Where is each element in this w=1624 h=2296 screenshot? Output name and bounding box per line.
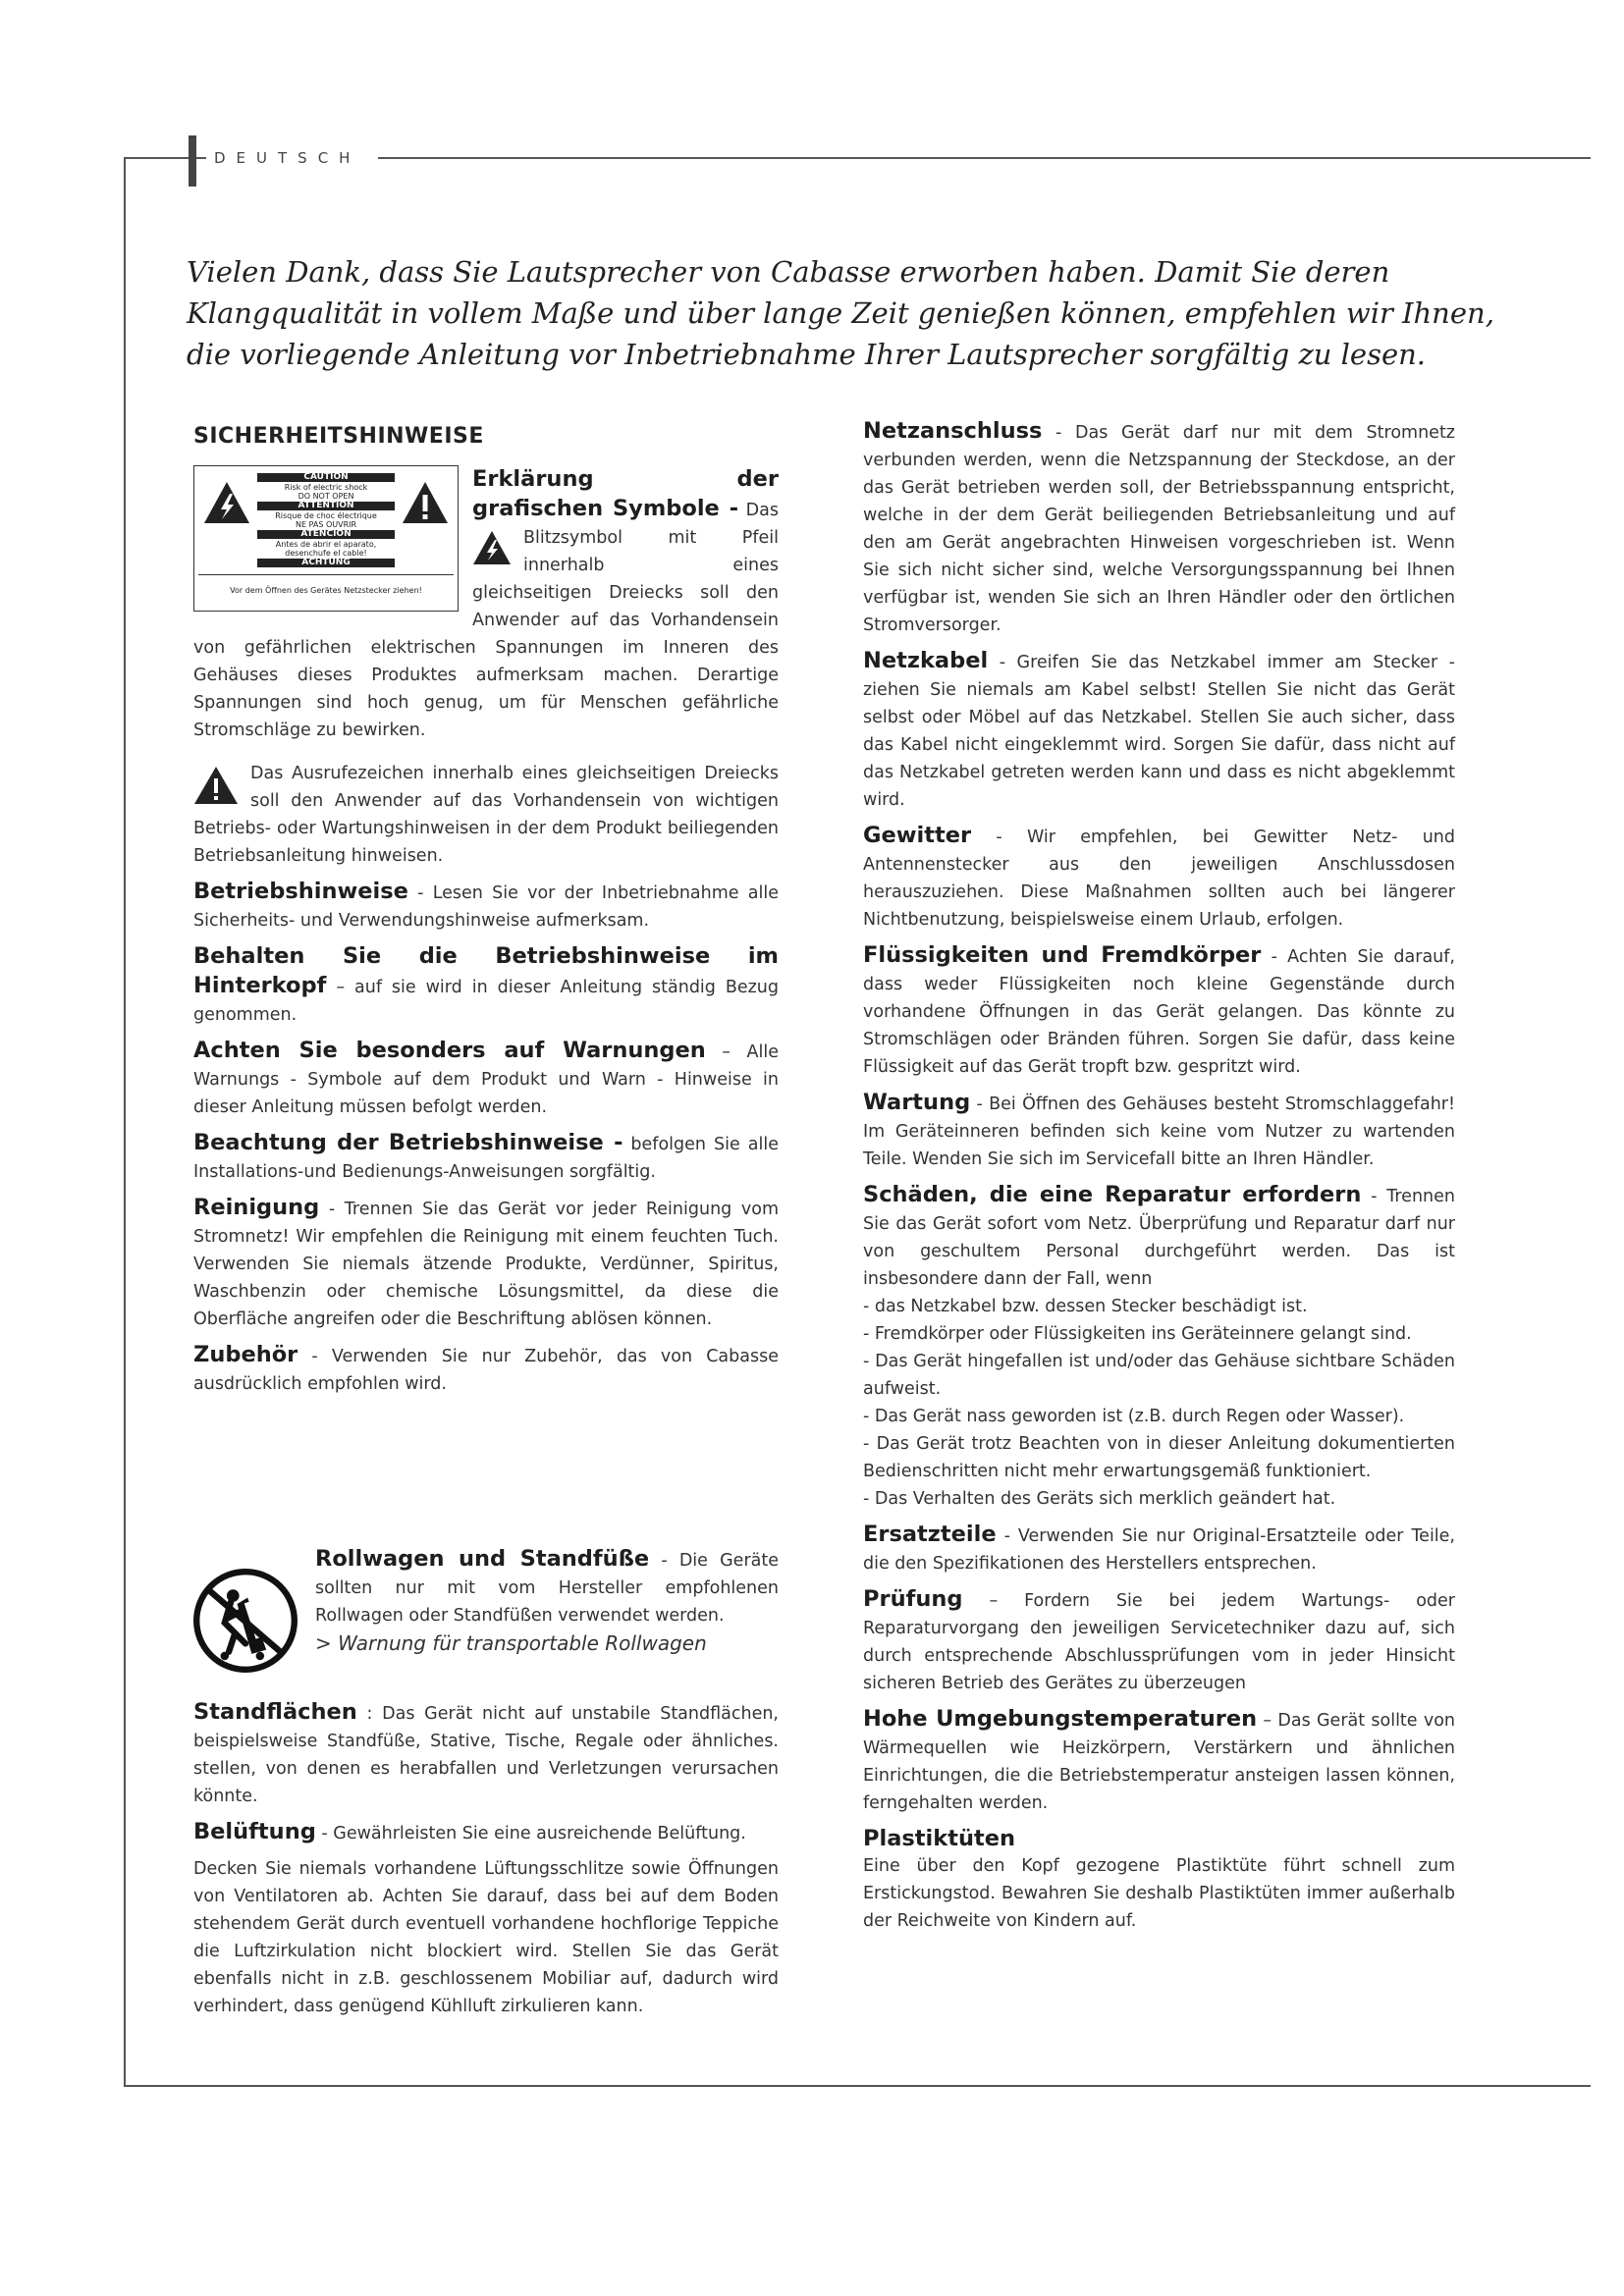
item-text: - Wir empfehlen, bei Gewitter Netz- und Antennenstecker aus den jeweiligen Anschlussdosen herauszuziehen. Diese Maßnahmen sollten auch bei längerer Nichtbenutzung, beispielsweise einem Urlaub, erfolgen. [863, 828, 1455, 930]
right-column [863, 417, 1455, 1943]
item-heading: Netzkabel [863, 648, 989, 673]
page-frame-left [124, 157, 126, 2087]
item-text: - Verwenden Sie nur Original-Ersatzteile oder Teile, die den Spezifikationen des Herstellers entsprechen. [863, 1526, 1455, 1574]
item-paragraph [193, 1341, 779, 1398]
caution-label-graphic [193, 465, 459, 612]
lightning-warning-icon [202, 480, 251, 525]
item-paragraph [863, 1089, 1455, 1173]
exclamation-text: Das Ausrufezeichen innerhalb eines gleichseitigen Dreiecks soll den Anwender auf das Vorhandensein von wichtigen Betriebs- oder Wartungshinweisen in der dem Produkt beiliegenden Betriebsanleitung hinweisen. [193, 764, 779, 866]
intro-line: die vorliegende Anleitung vor Inbetriebnahme Ihrer Lautsprecher sorgfältig zu lesen. [187, 338, 1427, 371]
item-paragraph [193, 1037, 779, 1121]
item-text: – Alle Warnungs - Symbole auf dem Produkt und Warn - Hinweise in dieser Anleitung müssen befolgt werden. [193, 1042, 779, 1117]
section-title: SICHERHEITSHINWEISE [193, 424, 484, 449]
exclamation-warning-icon [401, 480, 450, 525]
item-text: – Fordern Sie bei jedem Wartungs- oder Reparaturvorgang den jeweiligen Servicetechniker dazu auf, sich durch entsprechende Abschlussprüfungen vom in jeder Hinsicht sicheren Betrieb des Gerätes zu überzeugen [863, 1591, 1455, 1693]
list-item: - Das Gerät hingefallen ist und/oder das Gehäuse sichtbare Schäden aufweist. [863, 1352, 1455, 1399]
item-paragraph [193, 1194, 779, 1333]
item-heading: Hohe Umgebungstemperaturen [863, 1706, 1258, 1732]
item-heading: Flüssigkeiten und Fremdkörper [863, 942, 1262, 968]
item-paragraph [863, 647, 1455, 814]
item-heading: Schäden, die eine Reparatur erfordern [863, 1182, 1362, 1207]
item-heading: Beachtung der Betriebshinweise - [193, 1130, 623, 1155]
item-heading: Standflächen [193, 1699, 357, 1725]
language-label: DEUTSCH [206, 149, 378, 167]
item-paragraph [863, 1521, 1455, 1577]
item-paragraph [193, 878, 779, 934]
item-paragraph [193, 1818, 779, 1847]
cart-warning-block [193, 1545, 779, 1673]
item-heading: Achten Sie besonders auf Warnungen [193, 1038, 706, 1063]
item-text: - Gewährleisten Sie eine ausreichende Belüftung. [315, 1824, 746, 1843]
ventilation-text: Decken Sie niemals vorhandene Lüftungsschlitze sowie Öffnungen von Ventilatoren ab. Achten Sie darauf, dass bei auf dem Boden stehendem Gerät durch eventuell vorhandene hochflorige Teppiche die Luftzirkulation nicht blockiert wird. Stellen Sie das Gerät ebenfalls nicht in z.B. geschlossenem Mobiliar auf, dadurch wird verhindert, dass genügend Kühlluft zirkulieren kann. [193, 1859, 779, 2016]
item-text: - Trennen Sie das Gerät sofort vom Netz. Überprüfung und Reparatur darf nur von geschultem Personal durchgeführt werden. Das ist insbesondere dann der Fall, wenn [863, 1187, 1455, 1289]
caution-label-footer: Vor dem Öffnen des Gerätes Netzstecker ziehen! [198, 574, 454, 605]
item-paragraph [863, 1585, 1455, 1697]
item-paragraph [863, 941, 1455, 1081]
intro-text [187, 251, 1551, 375]
item-text: - Verwenden Sie nur Zubehör, das von Cabasse ausdrücklich empfohlen wird. [193, 1347, 779, 1394]
item-heading: Prüfung [863, 1586, 963, 1612]
list-item: - Das Verhalten des Geräts sich merklich geändert hat. [863, 1489, 1336, 1509]
exclamation-paragraph [193, 752, 779, 870]
item-heading: Betriebshinweise [193, 879, 408, 904]
item-text: – auf sie wird in dieser Anleitung ständig Bezug genommen. [193, 978, 779, 1025]
symbols-heading: Erklärung der grafischen Symbole - [472, 466, 779, 521]
plastic-text: Eine über den Kopf gezogene Plastiktüte führt schnell zum Erstickungstod. Bewahren Sie deshalb Plastiktüten immer außerhalb der Reichweite von Kindern auf. [863, 1856, 1455, 1931]
item-paragraph [863, 1181, 1455, 1293]
item-text: - Achten Sie darauf, dass weder Flüssigkeiten noch kleine Gegenstände durch vorhandene Öffnungen in das Gerät gelangen. Das könnte zu Stromschlägen oder Bränden führen. Sorgen Sie dafür, dass keine Flüssigkeit auf das Gerät tropft bzw. gespritzt wird. [863, 947, 1455, 1077]
item-text: - Greifen Sie das Netzkabel immer am Stecker - ziehen Sie niemals am Kabel selbst! Stellen Sie nicht das Gerät selbst oder Möbel auf das Netzkabel. Stellen Sie auch sicher, dass das Kabel nicht eingeklemmt wird. Sorgen Sie dafür, dass nicht auf das Netzkabel getreten werden kann und dass es nicht abgeklemmt wird. [863, 653, 1455, 810]
item-paragraph [193, 1129, 779, 1186]
page-frame-bottom [124, 2085, 1591, 2087]
item-text: - Das Gerät darf nur mit dem Stromnetz verbunden werden, wenn die Netzspannung der Steckdose, an der das Gerät betrieben werden soll, der Betriebsspannung entspricht, welche in der dem Gerät beiliegenden Betriebsanleitung und auf den am Gerät angebrachten Hinweisen vorgeschrieben ist. Wenn Sie sich nicht sicher sind, welche Versorgungsspannung bei Ihnen verfügbar ist, wenden Sie sich an Ihren Händler oder den örtlichen Stromversorger. [863, 423, 1455, 635]
intro-line: Vielen Dank, dass Sie Lautsprecher von Cabasse erworben haben. Damit Sie deren [187, 255, 1390, 289]
item-text: befolgen Sie alle Installations-und Bedienungs-Anweisungen sorgfältig. [193, 1135, 779, 1182]
cart-warning: > Warnung für transportable Rollwagen [315, 1631, 707, 1655]
exclamation-triangle-icon [193, 766, 239, 805]
item-text: - Lesen Sie vor der Inbetriebnahme alle Sicherheits- und Verwendungshinweise aufmerksam. [193, 883, 779, 931]
item-heading: Belüftung [193, 1819, 316, 1844]
item-paragraph [863, 1705, 1455, 1817]
left-column [193, 422, 779, 2028]
list-item: - Fremdkörper oder Flüssigkeiten ins Geräteinnere gelangt sind. [863, 1324, 1412, 1344]
item-heading: Gewitter [863, 823, 972, 848]
list-item: - das Netzkabel bzw. dessen Stecker beschädigt ist. [863, 1297, 1308, 1316]
item-paragraph [193, 942, 779, 1029]
lightning-triangle-icon [472, 530, 512, 565]
list-item: - Das Gerät trotz Beachten von in dieser Anleitung dokumentierten Bedienschritten nicht mehr erwartungsgemäß funktioniert. [863, 1434, 1455, 1481]
item-paragraph [863, 822, 1455, 934]
caution-label-text: CAUTION Risk of electric shock DO NOT OPEN ATTENTION Risque de choc électrique NE PAS OUVRIR ATENCIÓN Antes de abrir el aparato, desenchufe el cable! ACHTUNG [257, 472, 395, 568]
symbols-text: Das Blitzsymbol mit Pfeil innerhalb eines gleichseitigen Dreiecks soll den Anwender auf das Vorhandensein von gefährlichen elektrischen Spannungen im Inneren des Gehäuses dieses Produktes aufmerksam machen. Derartige Spannungen sind hoch genug, um für Menschen gefährliche Stromschläge zu bewirken. [193, 501, 779, 740]
item-text: - Bei Öffnen des Gehäuses besteht Stromschlaggefahr! Im Geräteinneren befinden sich keine vom Nutzer zu wartenden Teile. Wenden Sie sich im Servicefall bitte an Ihren Händler. [863, 1095, 1455, 1169]
item-heading: Zubehör [193, 1342, 298, 1367]
item-heading: Wartung [863, 1090, 971, 1115]
cart-text: - Die Geräte sollten nur mit vom Hersteller empfohlenen Rollwagen oder Standfüßen verwendet werden. [315, 1551, 779, 1626]
item-text: : Das Gerät nicht auf unstabile Standflächen, beispielsweise Standfüße, Stative, Tische, Regale oder ähnliches. stellen, von denen es herabfallen und Verletzungen verursachen könnte. [193, 1704, 779, 1806]
plastic-heading: Plastiktüten [863, 1826, 1016, 1851]
item-heading: Behalten Sie die Betriebshinweise im Hinterkopf [193, 943, 779, 998]
item-paragraph [193, 1698, 779, 1810]
item-text: – Das Gerät sollte von Wärmequellen wie Heizkörpern, Verstärkern und ähnlichen Einrichtungen, die die Betriebstemperatur ansteigen lassen können, ferngehalten werden. [863, 1711, 1455, 1813]
cart-heading: Rollwagen und Standfüße [315, 1546, 650, 1572]
header-tab-marker [189, 135, 196, 187]
item-paragraph [863, 417, 1455, 639]
damage-list [863, 1293, 1455, 1513]
item-text: - Trennen Sie das Gerät vor jeder Reinigung vom Stromnetz! Wir empfehlen die Reinigung mit einem feuchten Tuch. Verwenden Sie niemals ätzende Produkte, Verdünner, Spiritus, Waschbenzin oder chemische Lösungsmittel, da diese die Oberfläche angreifen oder die Beschriftung ablösen können. [193, 1200, 779, 1329]
intro-line: Klangqualität in vollem Maße und über lange Zeit genießen können, empfehlen wir Ihnen, [187, 296, 1494, 330]
item-heading: Ersatzteile [863, 1522, 997, 1547]
cart-tipover-icon [193, 1569, 298, 1673]
item-heading: Reinigung [193, 1195, 320, 1220]
item-heading: Netzanschluss [863, 418, 1043, 444]
list-item: - Das Gerät nass geworden ist (z.B. durch Regen oder Wasser). [863, 1407, 1405, 1426]
